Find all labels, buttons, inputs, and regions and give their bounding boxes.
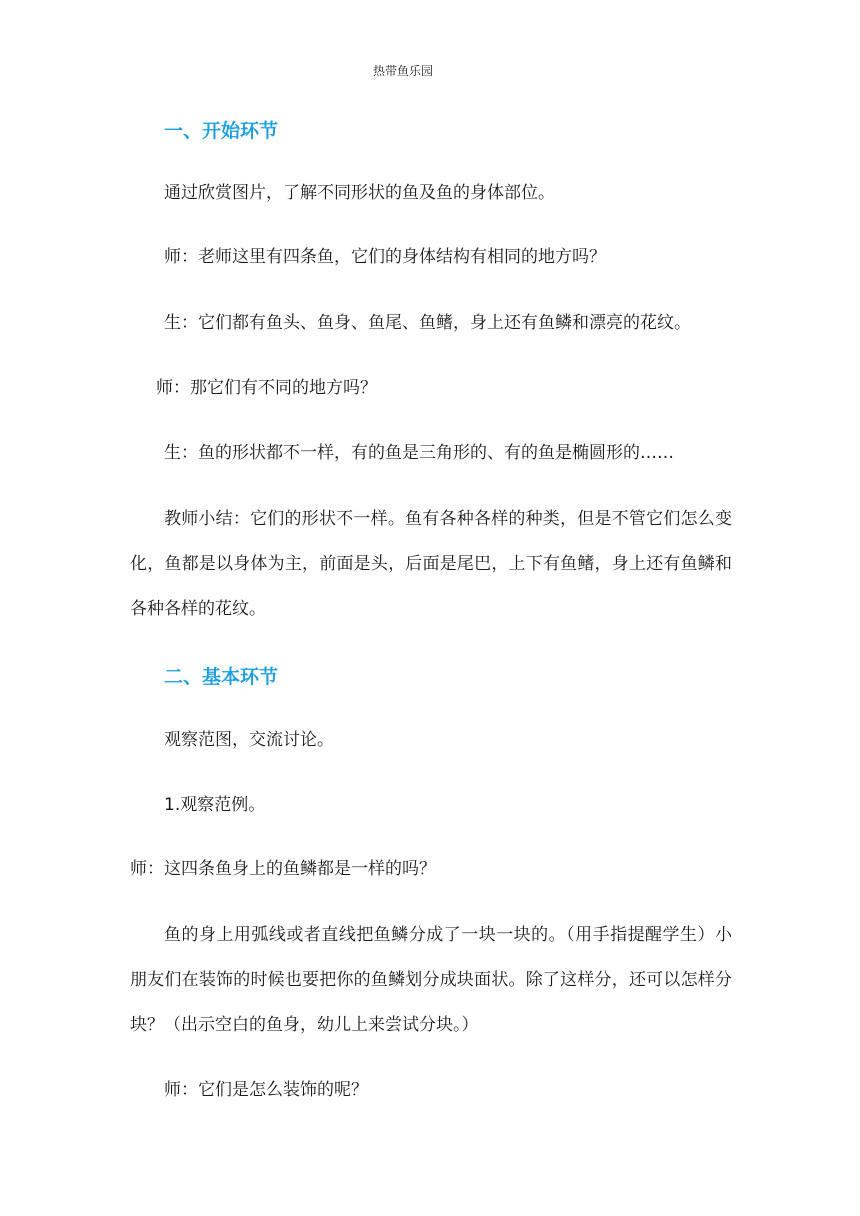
scale-paragraph bbox=[130, 913, 732, 1048]
section-heading-start: 一、开始环节 bbox=[164, 120, 279, 142]
page-header: 热带鱼乐园 bbox=[372, 64, 433, 78]
paragraph: 师：老师这里有四条鱼，它们的身体结构有相同的地方吗？ bbox=[164, 247, 606, 267]
paragraph: 观察范图，交流讨论。 bbox=[164, 730, 334, 750]
paragraph-line: 朋友们在装饰的时候也要把你的鱼鳞划分成块面状。除了这样分，还可以怎样分 bbox=[130, 970, 732, 990]
paragraph-line: 块？（出示空白的鱼身，幼儿上来尝试分块。） bbox=[130, 1015, 479, 1035]
paragraph-line: 鱼的身上用弧线或者直线把鱼鳞分成了一块一块的。（用手指提醒学生）小 bbox=[164, 925, 732, 945]
paragraph: 师：这四条鱼身上的鱼鳞都是一样的吗？ bbox=[130, 859, 436, 879]
paragraph-line: 化，鱼都是以身体为主，前面是头，后面是尾巴，上下有鱼鳍，身上还有鱼鳞和 bbox=[130, 554, 732, 574]
paragraph: 生：它们都有鱼头、鱼身、鱼尾、鱼鳍，身上还有鱼鳞和漂亮的花纹。 bbox=[164, 313, 691, 333]
paragraph: 师：那它们有不同的地方吗？ bbox=[156, 378, 377, 398]
paragraph: 1.观察范例。 bbox=[164, 795, 266, 815]
paragraph: 生：鱼的形状都不一样，有的鱼是三角形的、有的鱼是椭圆形的…… bbox=[164, 443, 674, 463]
paragraph: 师：它们是怎么装饰的呢？ bbox=[164, 1080, 368, 1100]
paragraph-line: 各种各样的花纹。 bbox=[130, 599, 266, 619]
summary-paragraph bbox=[130, 497, 732, 632]
paragraph-line: 教师小结：它们的形状不一样。鱼有各种各样的种类，但是不管它们怎么变 bbox=[164, 509, 732, 529]
section-heading-basic: 二、基本环节 bbox=[164, 666, 279, 688]
paragraph: 通过欣赏图片，了解不同形状的鱼及鱼的身体部位。 bbox=[164, 183, 555, 203]
